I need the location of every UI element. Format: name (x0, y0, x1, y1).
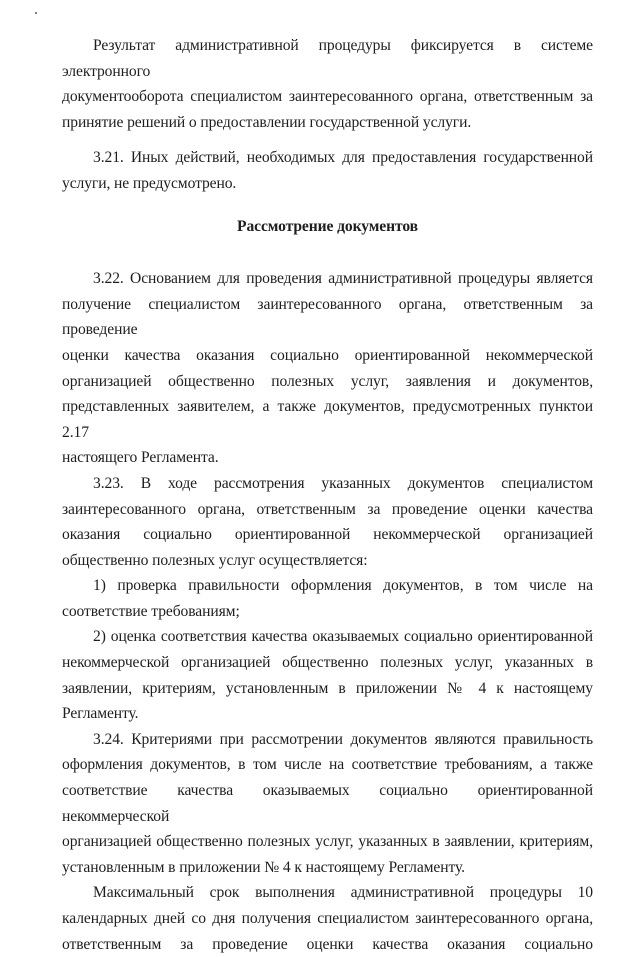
text-line: услуги, не предусмотрено. (62, 174, 237, 192)
text-line: настоящего Регламента. (62, 449, 219, 467)
text-line: соответствие качества оказываемых социально ориентированной некоммерческой (62, 782, 593, 825)
text-line: получение специалистом заинтересованного органа, ответственным за проведение (62, 295, 593, 339)
text-line: документооборота специалистом заинтересованного органа, ответственным за (62, 88, 593, 106)
section-heading: Рассмотрение документов (237, 217, 418, 235)
text-line: Максимальный срок выполнения административной процедуры 10 (93, 884, 593, 902)
scan-speck (35, 12, 37, 14)
text-line: 2) оценка соответствия качества оказываемых социально ориентированной (93, 628, 593, 646)
text-line: ответственным за проведение оценки качества оказания социально (62, 935, 593, 953)
text-line: общественно полезных услуг осуществляется: (62, 551, 368, 569)
text-line: 3.23. В ходе рассмотрения указанных документов специалистом (93, 474, 593, 492)
text-line: 3.21. Иных действий, необходимых для предоставления государственной (93, 149, 593, 167)
text-line: 1) проверка правильности оформления документов, в том числе на (93, 577, 593, 595)
text-line: оформления документов, в том числе на соответствие требованиям, а также (62, 756, 593, 774)
text-line: принятие решений о предоставлении государственной услуги. (62, 113, 472, 131)
text-line: некоммерческой организацией общественно полезных услуг, указанных в (62, 654, 593, 672)
text-line: оказания социально ориентированной некоммерческой организацией (62, 526, 593, 544)
text-line: организацией общественно полезных услуг, указанных в заявлении, критериям, (62, 833, 593, 851)
text-line: установленным в приложении № 4 к настоящему Регламенту. (62, 858, 465, 876)
text-line: заявлении, критериям, установленным в приложении № 4 к настоящему (62, 679, 593, 697)
text-line: Результат административной процедуры фиксируется в системе электронного (62, 37, 593, 80)
text-line: Регламенту. (62, 705, 139, 723)
text-line: соответствие требованиям; (62, 602, 240, 620)
text-line: календарных дней со дня получения специалистом заинтересованного органа, (62, 910, 593, 927)
text-line: 3.24. Критериями при рассмотрении документов являются правильность (93, 730, 593, 748)
text-line: оценки качества оказания социально ориентированной некоммерческой (62, 346, 593, 364)
text-line: 3.22. Основанием для проведения административной процедуры является (93, 270, 593, 288)
document-body (62, 33, 593, 957)
text-line: представленных заявителем, а также документов, предусмотренных пунктои 2.17 (62, 398, 593, 441)
text-line: заинтересованного органа, ответственным за проведение оценки качества (62, 500, 593, 518)
text-line: организацией общественно полезных услуг, заявления и документов, (62, 372, 593, 390)
